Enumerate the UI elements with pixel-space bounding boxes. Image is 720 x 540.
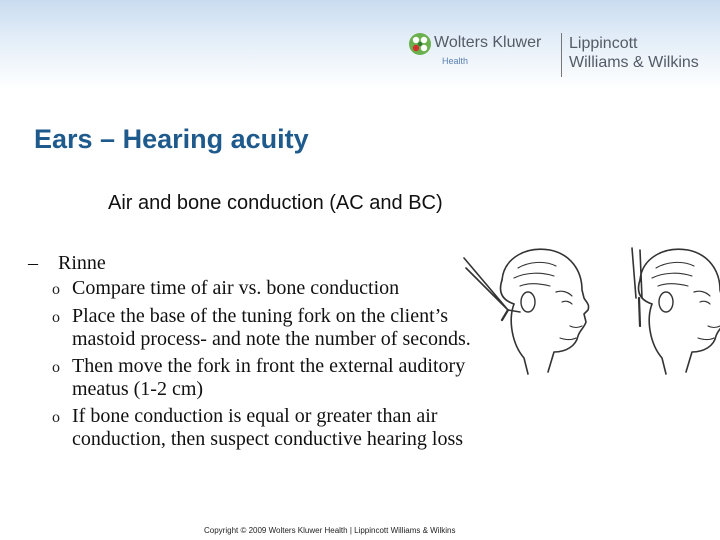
brand-name: Wolters Kluwer xyxy=(434,34,542,51)
sub-bullet-item xyxy=(42,305,478,352)
copyright-footer: Copyright © 2009 Wolters Kluwer Health | Lippincott Williams & Wilkins xyxy=(204,526,456,535)
brand-line-2: Williams & Wilkins xyxy=(569,54,699,71)
brand-line-1: Lippincott xyxy=(569,35,638,52)
head-air-conduction-icon xyxy=(632,248,720,374)
sub-bullet-text: Compare time of air vs. bone conduction xyxy=(72,277,400,299)
sub-bullet-item xyxy=(42,277,478,302)
bullet-rinne xyxy=(28,252,478,275)
lippincott-logo xyxy=(569,34,699,72)
sub-bullet-list xyxy=(42,277,478,452)
circle-marker: o xyxy=(52,358,60,376)
slide-title: Ears – Hearing acuity xyxy=(34,124,309,154)
logo-divider xyxy=(561,33,562,77)
brand-sub: Health xyxy=(442,56,469,66)
circle-marker: o xyxy=(52,308,60,326)
circle-marker: o xyxy=(52,281,60,298)
bullet-list xyxy=(28,252,478,455)
globe-icon xyxy=(408,32,432,56)
circle-marker: o xyxy=(52,408,60,426)
sub-bullet-text: Then move the fork in front the external auditory meatus (1-2 cm) xyxy=(72,354,466,400)
bullet-label: Rinne xyxy=(58,252,106,274)
head-bone-conduction-icon xyxy=(464,249,589,374)
sub-bullet-item xyxy=(42,355,478,402)
sub-bullet-text: Place the base of the tuning fork on the client’s mastoid process- and note the number of seconds. xyxy=(72,304,471,350)
dash-marker: – xyxy=(28,252,38,274)
slide-subtitle: Air and bone conduction (AC and BC) xyxy=(108,192,443,214)
sub-bullet-item xyxy=(42,405,478,452)
sub-bullet-text: If bone conduction is equal or greater than air conduction, then suspect conductive hearing loss xyxy=(72,404,464,450)
rinne-test-illustration-icon xyxy=(458,240,720,380)
